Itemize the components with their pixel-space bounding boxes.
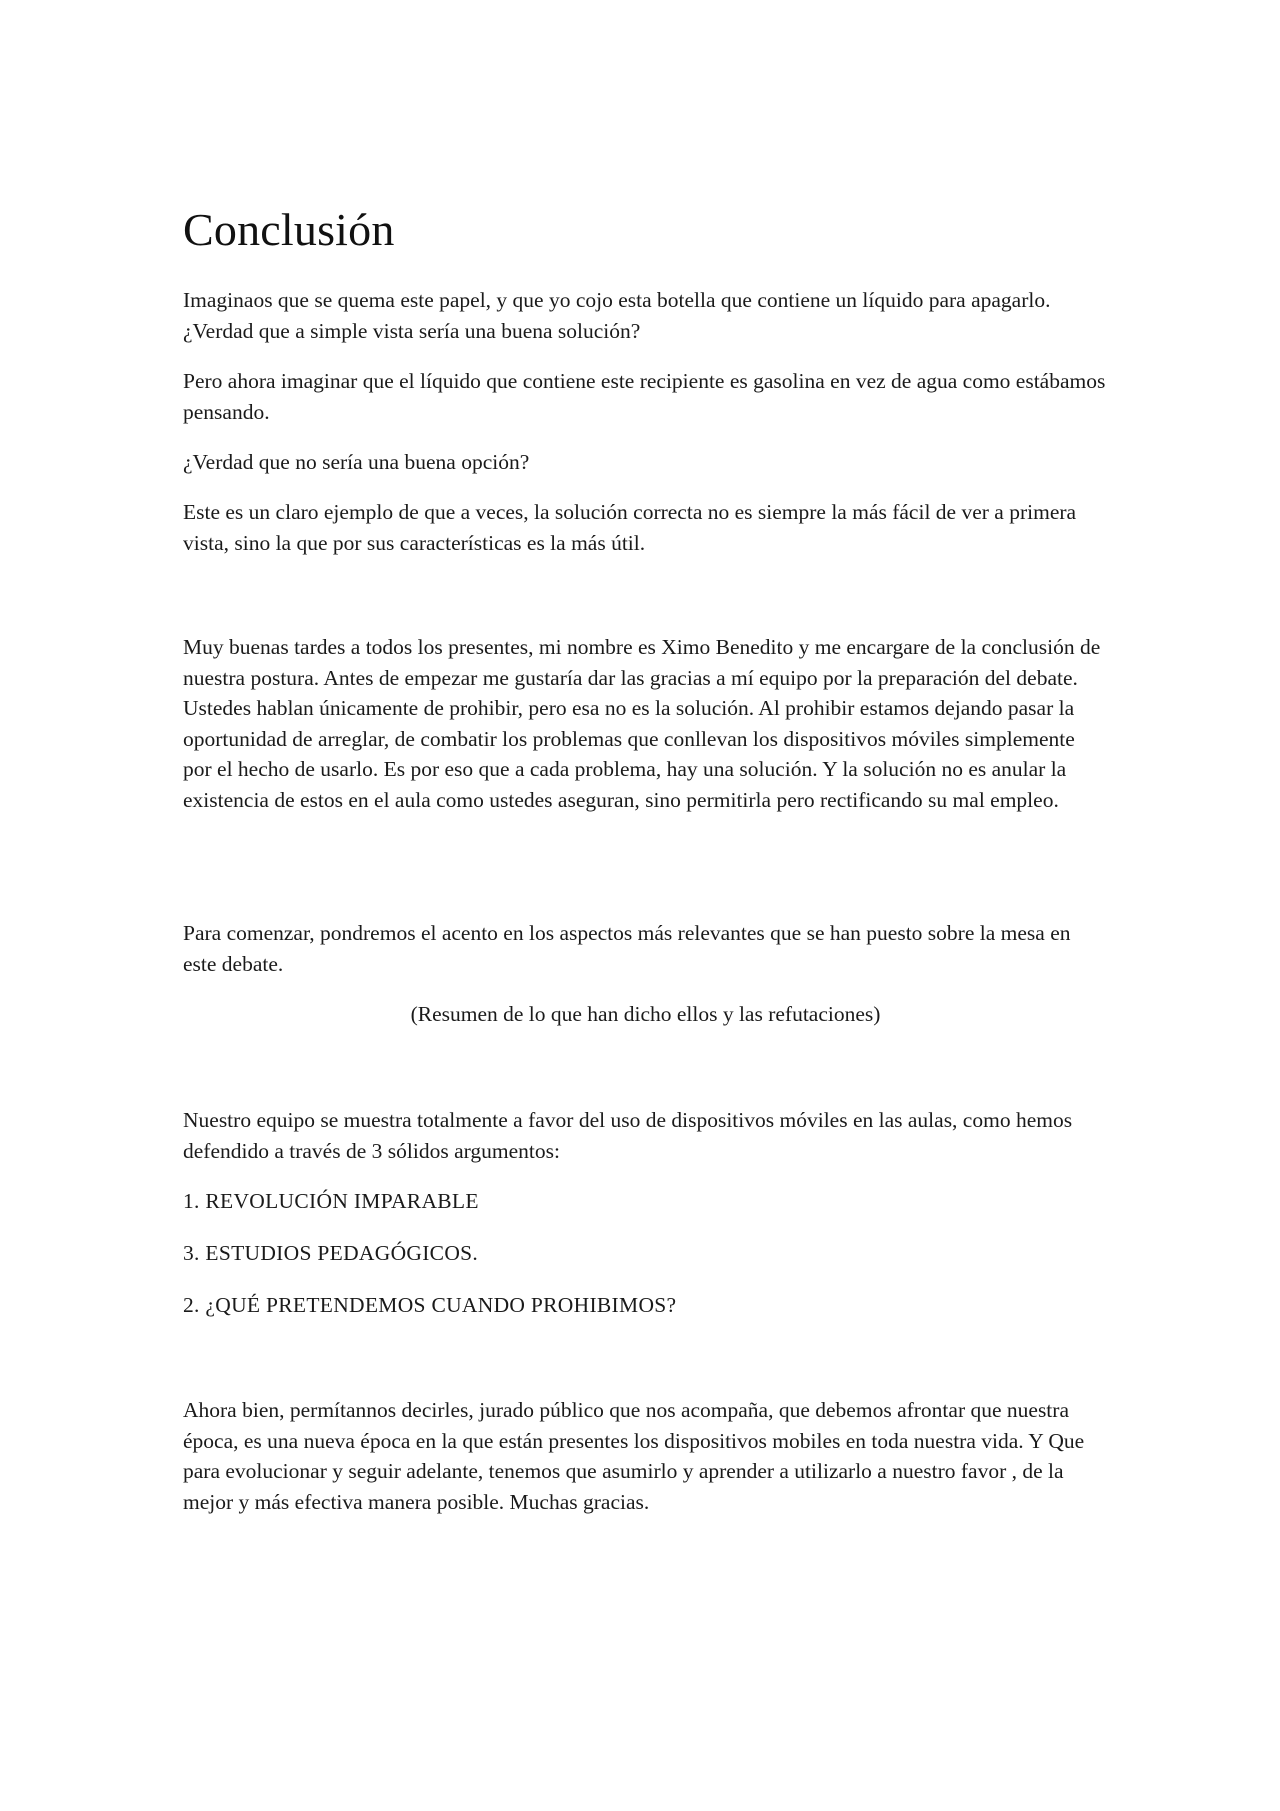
argument-list-item: 1. REVOLUCIÓN IMPARABLE: [183, 1189, 479, 1213]
paragraph-intro: Imaginaos que se quema este papel, y que yo cojo esta botella que contiene un líquido para apagarlo. ¿Verdad que a simple vista sería una buena solución?: [183, 288, 1051, 343]
paragraph-saludo: Muy buenas tardes a todos los presentes, mi nombre es Ximo Benedito y me encargare de la conclusión de nuestra postura. Antes de empezar me gustaría dar las gracias a mí equipo por la preparación del debate. Ustedes hablan únicamente de prohibir, pero esa no es la solución. Al prohibir estamos dejando pasar la oportunidad de arreglar, de combatir los problemas que conllevan los dispositivos móviles simplemente por el hecho de usarlo. Es por eso que a cada problema, hay una solución. Y la solución no es anular la existencia de estos en el aula como ustedes aseguran, sino permitirla pero rectificando su mal empleo.: [183, 635, 1101, 812]
paragraph-ejemplo: Este es un claro ejemplo de que a veces, la solución correcta no es siempre la más fácil de ver a primera vista, sino la que por sus características es la más útil.: [183, 500, 1077, 555]
argument-list-item: 3. ESTUDIOS PEDAGÓGICOS.: [183, 1241, 479, 1265]
paragraph-comenzar: Para comenzar, pondremos el acento en los aspectos más relevantes que se han puesto sobre la mesa en este debate.: [183, 921, 1071, 976]
document-page: [183, 0, 1108, 1811]
paragraph-cierre: Ahora bien, permítannos decirles, jurado público que nos acompaña, que debemos afrontar que nuestra época, es una nueva época en la que están presentes los dispositivos mobiles en toda nuestra vida. Y Que para evolucionar y seguir adelante, tenemos que asumirlo y aprender a utilizarlo a nuestro favor , de la mejor y más efectiva manera posible. Muchas gracias.: [183, 1398, 1085, 1514]
argument-list-item: 2. ¿QUÉ PRETENDEMOS CUANDO PROHIBIMOS?: [183, 1293, 677, 1317]
document-title: Conclusión: [183, 204, 395, 255]
paragraph-resumen-note: (Resumen de lo que han dicho ellos y las refutaciones): [410, 1002, 881, 1026]
paragraph-pregunta: ¿Verdad que no sería una buena opción?: [183, 450, 530, 474]
paragraph-equipo: Nuestro equipo se muestra totalmente a favor del uso de dispositivos móviles en las aulas, como hemos defendido a través de 3 sólidos argumentos:: [183, 1108, 1073, 1163]
paragraph-gasolina: Pero ahora imaginar que el líquido que contiene este recipiente es gasolina en vez de agua como estábamos pensando.: [183, 369, 1106, 424]
